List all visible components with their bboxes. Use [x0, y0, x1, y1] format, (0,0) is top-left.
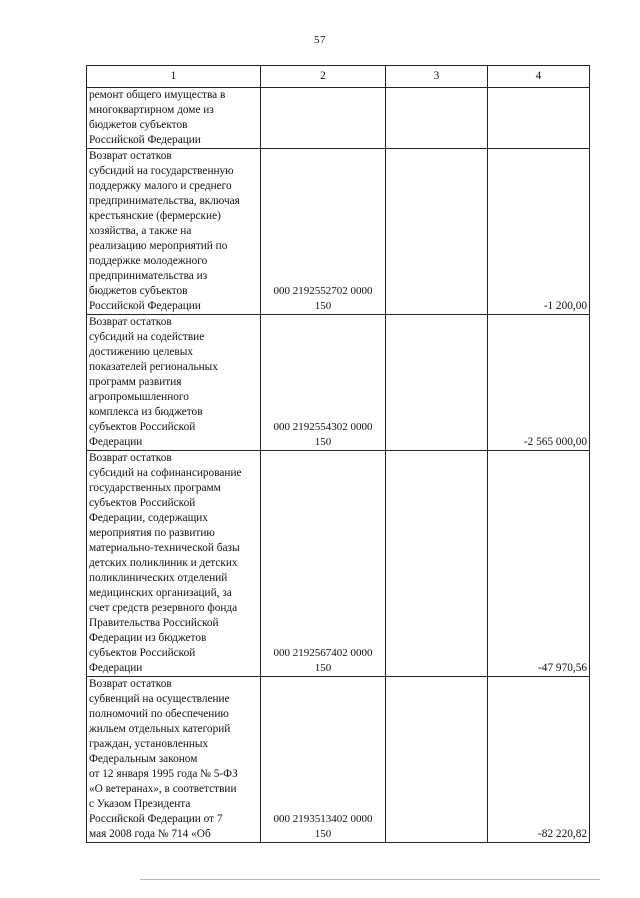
table-row [87, 451, 590, 677]
item-name: Возврат остатков субсидий на содействие достижению целевых показателей региональных программ развития агропромышленного комплекса из бюджетов субъектов Российской Федерации [87, 315, 261, 451]
column-header-2: 2 [261, 66, 386, 88]
column-header-4: 4 [488, 66, 590, 88]
column-3-value [386, 315, 488, 451]
budget-code: 000 2192554302 0000 150 [261, 315, 386, 451]
amount: -1 200,00 [488, 149, 590, 315]
column-header-1: 1 [87, 66, 261, 88]
table-row [87, 88, 590, 149]
budget-code: 000 2193513402 0000 150 [261, 677, 386, 843]
column-3-value [386, 451, 488, 677]
table-row [87, 315, 590, 451]
budget-code [261, 88, 386, 149]
item-name: Возврат остатков субвенций на осуществление полномочий по обеспечению жильем отдельных категорий граждан, установленных Федеральным законом от 12 января 1995 года № 5-ФЗ «О ветеранах», в соответствии с Указом Президента Российской Федерации от 7 мая 2008 года № 714 «Об [87, 677, 261, 843]
column-3-value [386, 149, 488, 315]
bottom-scan-edge [140, 879, 600, 880]
column-3-value [386, 677, 488, 843]
budget-code: 000 2192567402 0000 150 [261, 451, 386, 677]
amount [488, 88, 590, 149]
table-row [87, 149, 590, 315]
table-header-row [87, 66, 590, 88]
budget-table [86, 65, 590, 843]
item-name: Возврат остатков субсидий на государственную поддержку малого и среднего предпринимательства, включая крестьянские (фермерские) хозяйства, а также на реализацию мероприятий по поддержке молодежного предпринимательства из бюджетов субъектов Российской Федерации [87, 149, 261, 315]
column-header-3: 3 [386, 66, 488, 88]
item-name: ремонт общего имущества в многоквартирном доме из бюджетов субъектов Российской Федерации [87, 88, 261, 149]
page-number: 57 [314, 34, 326, 46]
column-3-value [386, 88, 488, 149]
budget-code: 000 2192552702 0000 150 [261, 149, 386, 315]
item-name: Возврат остатков субсидий на софинансирование государственных программ субъектов Российской Федерации, содержащих мероприятия по развитию материально-технической базы детских поликлиник и детских поликлинических отделений медицинских организаций, за счет средств резервного фонда Правительства Российской Федерации из бюджетов субъектов Российской Федерации [87, 451, 261, 677]
table-row [87, 677, 590, 843]
amount: -2 565 000,00 [488, 315, 590, 451]
amount: -82 220,82 [488, 677, 590, 843]
amount: -47 970,56 [488, 451, 590, 677]
